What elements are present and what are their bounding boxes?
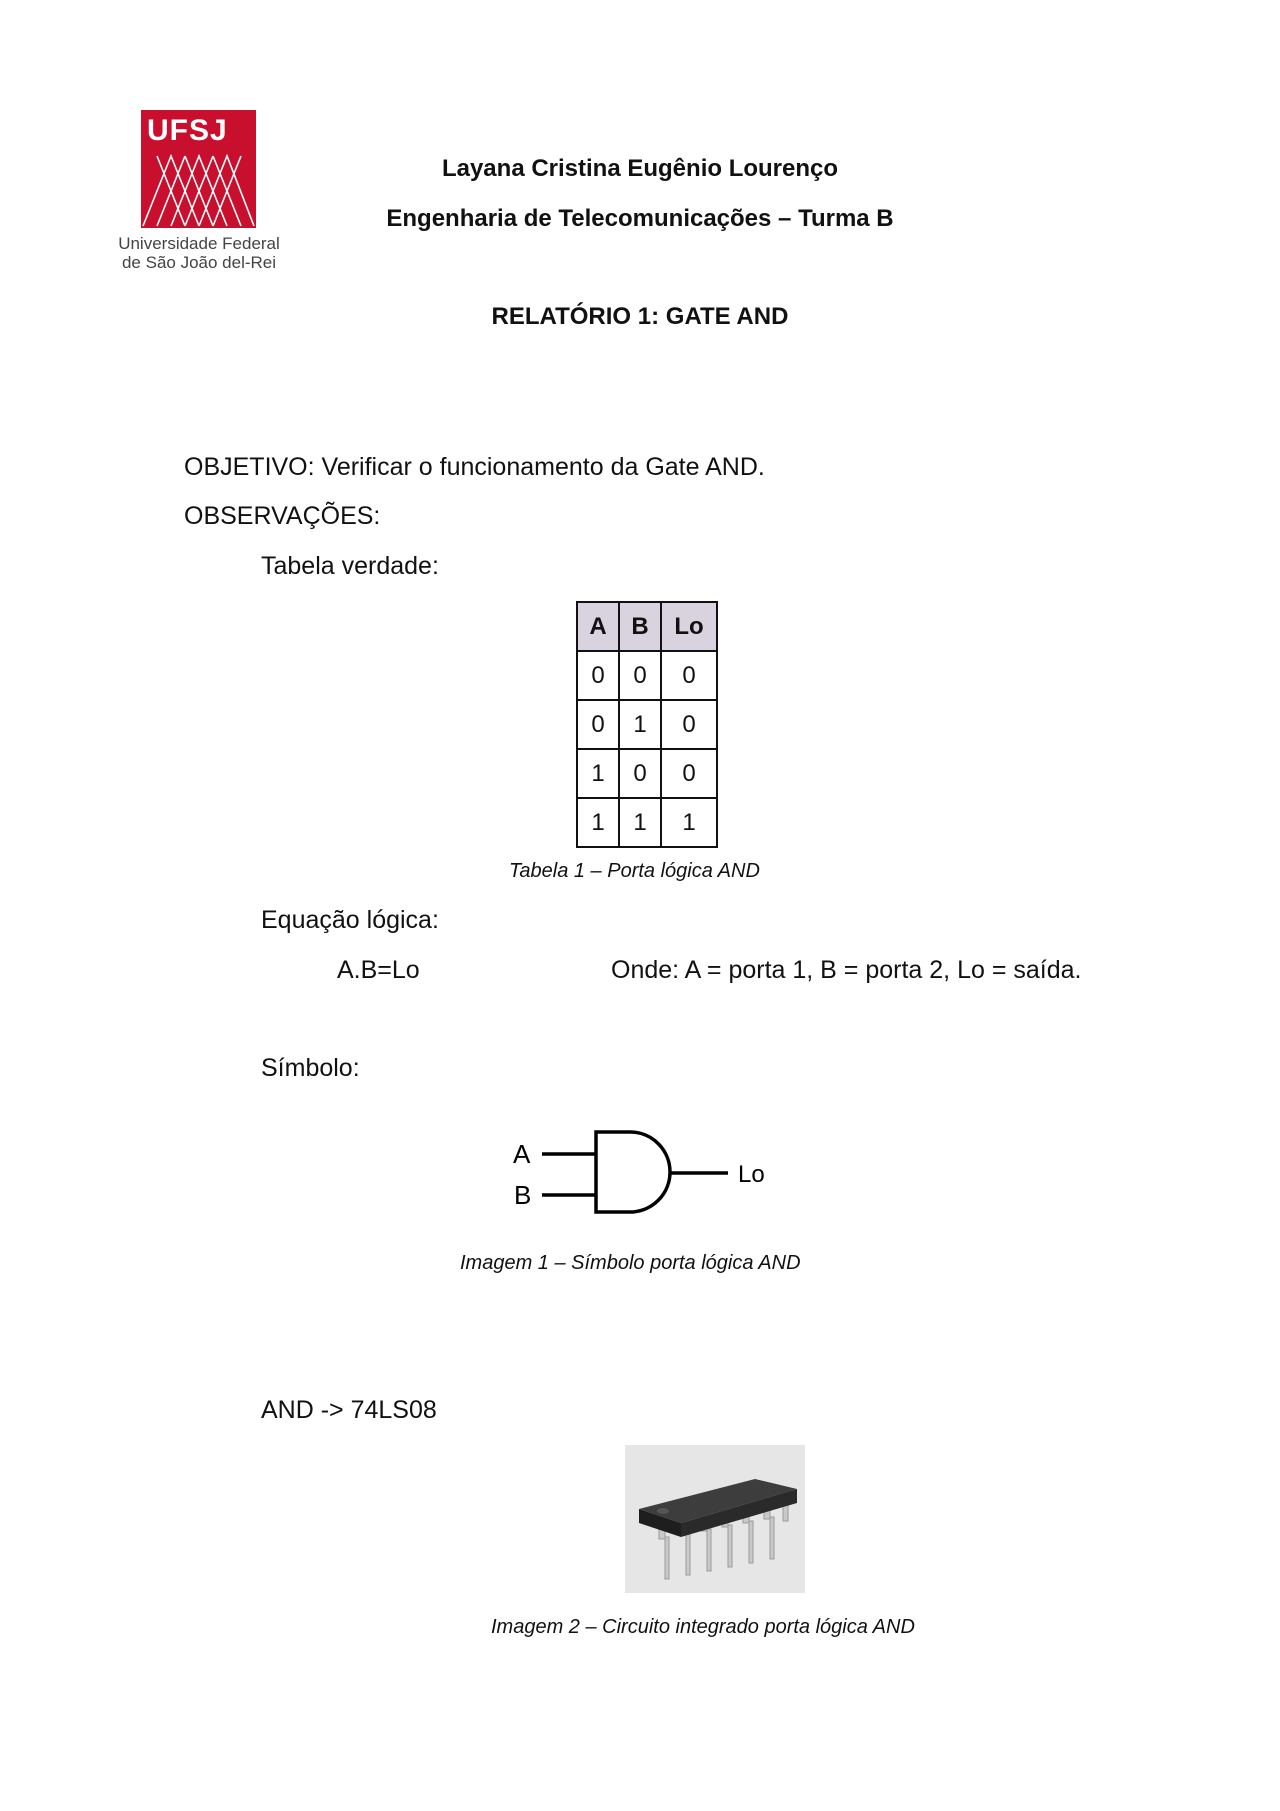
table-row (577, 798, 717, 847)
header-cell-lo: Lo (661, 602, 717, 651)
truth-table-label: Tabela verdade: (261, 552, 439, 580)
and-gate-symbol (500, 1120, 800, 1220)
table-cell: 1 (661, 798, 717, 847)
course-name: Engenharia de Telecomunicações – Turma B (386, 205, 894, 232)
equation-formula: A.B=Lo (337, 956, 420, 984)
gate-input-a-label: A (513, 1139, 531, 1169)
table-row (577, 749, 717, 798)
header-cell-b: B (619, 602, 661, 651)
gate-input-b-label: B (514, 1180, 532, 1210)
table-cell: 0 (577, 651, 619, 700)
table-cell: 1 (619, 700, 661, 749)
table-row (577, 700, 717, 749)
table-cell: 0 (661, 651, 717, 700)
table-cell: 1 (619, 798, 661, 847)
author-name: Layana Cristina Eugênio Lourenço (441, 155, 839, 182)
truth-table (576, 601, 718, 848)
logo-abbreviation: UFSJ (147, 114, 228, 147)
observations-heading: OBSERVAÇÕES: (184, 502, 381, 530)
table-cell: 1 (577, 798, 619, 847)
logo-name-line2: de São João del-Rei (121, 253, 277, 272)
table-cell: 0 (661, 749, 717, 798)
equation-label: Equação lógica: (261, 906, 439, 934)
logo-university-name (110, 234, 288, 272)
ic-label: AND -> 74LS08 (261, 1396, 437, 1424)
report-title: RELATÓRIO 1: GATE AND (491, 303, 789, 330)
table-row (577, 651, 717, 700)
ic-caption: Imagem 2 – Circuito integrado porta lógica AND (491, 1616, 915, 1638)
table-cell: 0 (619, 651, 661, 700)
table-cell: 0 (661, 700, 717, 749)
truth-table-header-row (577, 602, 717, 651)
table-cell: 0 (619, 749, 661, 798)
symbol-label: Símbolo: (261, 1054, 360, 1082)
equation-legend: Onde: A = porta 1, B = porta 2, Lo = saída. (611, 956, 1082, 984)
objective-text: OBJETIVO: Verificar o funcionamento da Gate AND. (184, 453, 765, 481)
symbol-caption: Imagem 1 – Símbolo porta lógica AND (460, 1252, 801, 1274)
integrated-circuit-icon (625, 1445, 805, 1593)
table-cell: 1 (577, 749, 619, 798)
header-cell-a: A (577, 602, 619, 651)
university-logo (110, 110, 288, 280)
table-cell: 0 (577, 700, 619, 749)
ic-chip-image (625, 1445, 805, 1593)
table-caption: Tabela 1 – Porta lógica AND (509, 860, 760, 882)
gate-output-label: Lo (738, 1161, 765, 1188)
logo-name-line1: Universidade Federal (118, 234, 280, 253)
